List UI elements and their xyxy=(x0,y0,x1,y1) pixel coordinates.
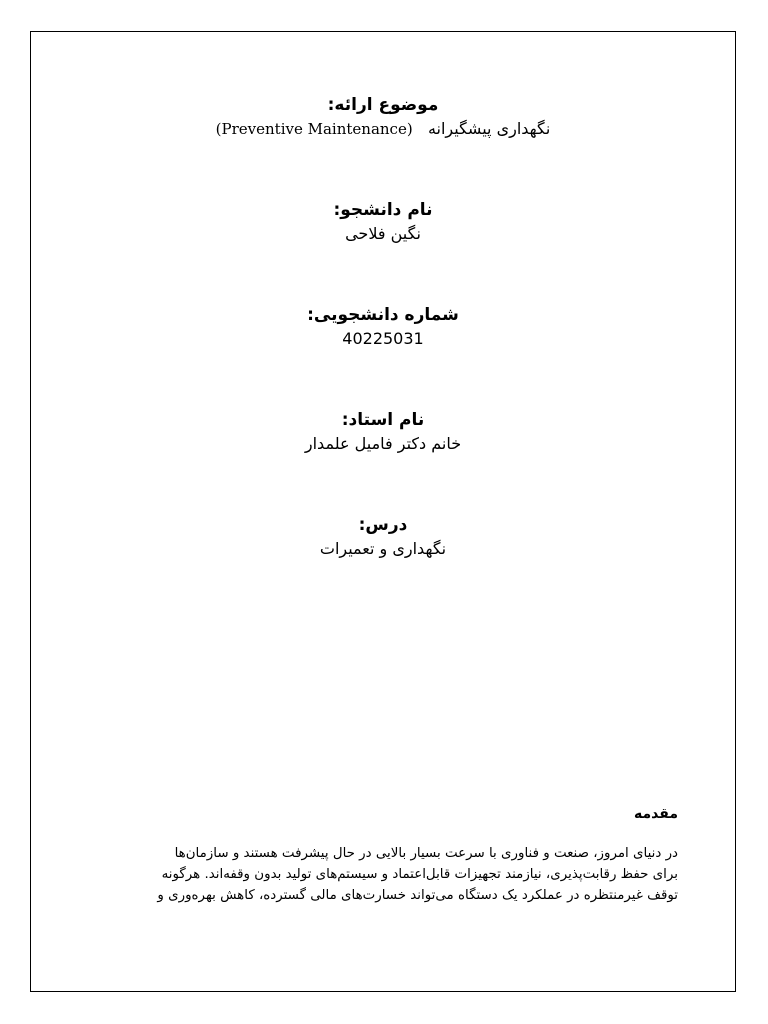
introduction-line: توقف غیرمنتظره در عملکرد یک دستگاه می‌تواند خسارت‌های مالی گسترده، کاهش بهره‌وری و xyxy=(157,888,678,903)
topic-block xyxy=(30,93,736,141)
topic-value-en: (Preventive Maintenance) xyxy=(215,120,413,138)
topic-label: موضوع ارائه: xyxy=(327,95,439,115)
introduction-line: در دنیای امروز، صنعت و فناوری با سرعت بسیار بالایی در حال پیشرفت هستند و سازمان‌ها xyxy=(174,846,678,861)
instructor-label: نام استاد: xyxy=(341,410,425,430)
student-id-value: 40225031 xyxy=(342,329,424,348)
student-name-label: نام دانشجو: xyxy=(333,200,433,220)
instructor-block xyxy=(30,408,736,456)
instructor-value: خانم دکتر فامیل علمدار xyxy=(304,434,462,453)
student-name-block xyxy=(30,198,736,246)
introduction-paragraph xyxy=(78,843,678,906)
course-label: درس: xyxy=(358,515,408,535)
course-block xyxy=(30,513,736,561)
student-id-label: شماره دانشجویی: xyxy=(307,305,459,325)
course-value: نگهداری و تعمیرات xyxy=(319,539,447,558)
student-id-block xyxy=(30,303,736,351)
introduction-heading: مقدمه xyxy=(634,806,678,822)
introduction-line: برای حفظ رقابت‌پذیری، نیازمند تجهیزات قابل‌اعتماد و سیستم‌های تولید بدون وقفه‌اند. هرگونه xyxy=(161,867,678,882)
student-name-value: نگین فلاحی xyxy=(345,224,421,243)
topic-value xyxy=(30,117,736,141)
topic-value-fa: نگهداری پیشگیرانه xyxy=(427,119,551,138)
